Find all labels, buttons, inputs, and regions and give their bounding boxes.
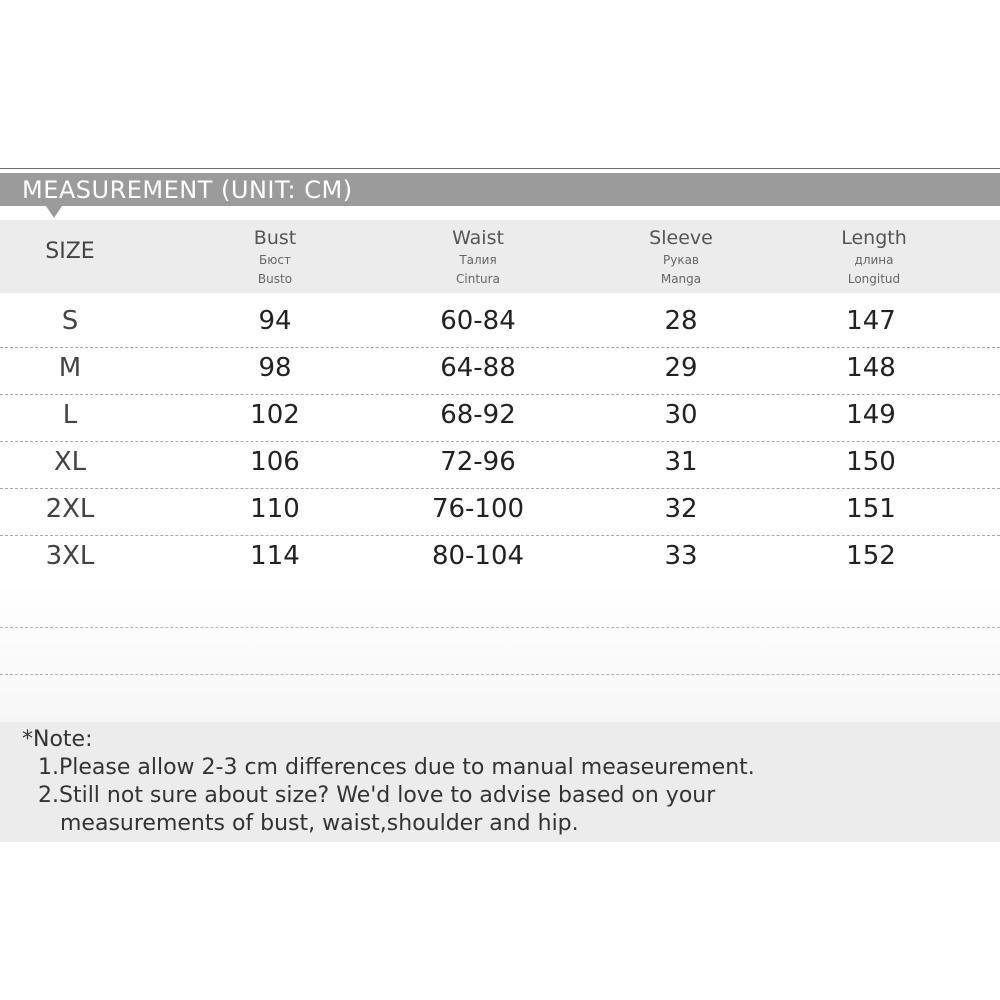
cell-sleeve: 32 <box>664 494 698 524</box>
column-header-length <box>784 226 964 288</box>
cell-bust: 110 <box>250 494 300 524</box>
table-row <box>0 535 1000 583</box>
cell-waist: 72-96 <box>440 447 516 477</box>
cell-size: 3XL <box>45 541 95 571</box>
column-header-es: Cintura <box>456 272 500 286</box>
cell-bust: 114 <box>250 541 300 571</box>
cell-length: 150 <box>846 447 896 477</box>
cell-bust: 94 <box>258 306 292 336</box>
cell-waist: 68-92 <box>440 400 516 430</box>
cell-waist: 64-88 <box>440 353 516 383</box>
cell-bust: 106 <box>250 447 300 477</box>
table-row <box>0 300 1000 348</box>
note-line-1: 1.Please allow 2-3 cm differences due to manual measeurement. <box>38 755 755 780</box>
cell-sleeve: 28 <box>664 306 698 336</box>
column-header-ru: Талия <box>459 253 497 267</box>
note-title: *Note: <box>22 727 93 752</box>
column-header-en: Waist <box>452 227 504 249</box>
cell-size: M <box>58 353 82 383</box>
cell-waist: 80-104 <box>431 541 525 571</box>
table-row <box>0 347 1000 395</box>
cell-sleeve: 29 <box>664 353 698 383</box>
cell-waist: 60-84 <box>440 306 516 336</box>
column-header-bust <box>185 226 365 288</box>
note-box <box>0 722 1000 842</box>
cell-sleeve: 33 <box>664 541 698 571</box>
cell-size: S <box>61 306 79 336</box>
cell-length: 148 <box>846 353 896 383</box>
table-row <box>0 441 1000 489</box>
cell-sleeve: 30 <box>664 400 698 430</box>
column-header-ru: Бюст <box>259 253 291 267</box>
cell-length: 147 <box>846 306 896 336</box>
top-rule <box>0 168 1000 169</box>
cell-length: 152 <box>846 541 896 571</box>
column-header-en: Bust <box>253 227 297 249</box>
column-header-es: Manga <box>660 272 702 286</box>
table-row <box>0 488 1000 536</box>
cell-bust: 98 <box>258 353 292 383</box>
cell-length: 151 <box>846 494 896 524</box>
title-pointer <box>46 206 62 218</box>
cell-size: XL <box>53 447 87 477</box>
column-header-en: Sleeve <box>649 227 713 249</box>
cell-size: L <box>62 400 78 430</box>
cell-sleeve: 31 <box>664 447 698 477</box>
cell-bust: 102 <box>250 400 300 430</box>
column-header-waist <box>388 226 568 288</box>
column-header-size: SIZE <box>45 239 95 264</box>
cell-size: 2XL <box>45 494 95 524</box>
note-line-2: 2.Still not sure about size? We'd love to advise based on your <box>38 783 716 808</box>
column-header-en: Length <box>841 227 907 249</box>
empty-row-divider <box>0 674 1000 675</box>
column-header-ru: длина <box>854 253 894 267</box>
table-row <box>0 394 1000 442</box>
empty-row-divider <box>0 627 1000 628</box>
empty-rows-area <box>0 582 1000 722</box>
cell-length: 149 <box>846 400 896 430</box>
column-header-sleeve <box>591 226 771 288</box>
note-line-2-continued: measurements of bust, waist,shoulder and hip. <box>60 811 579 836</box>
cell-waist: 76-100 <box>431 494 525 524</box>
column-header-es: Longitud <box>847 272 901 286</box>
title-bar <box>0 173 1000 206</box>
column-header-es: Busto <box>257 272 293 286</box>
column-header-ru: Рукав <box>662 253 699 267</box>
page-title: MEASUREMENT (UNIT: CM) <box>22 176 353 204</box>
